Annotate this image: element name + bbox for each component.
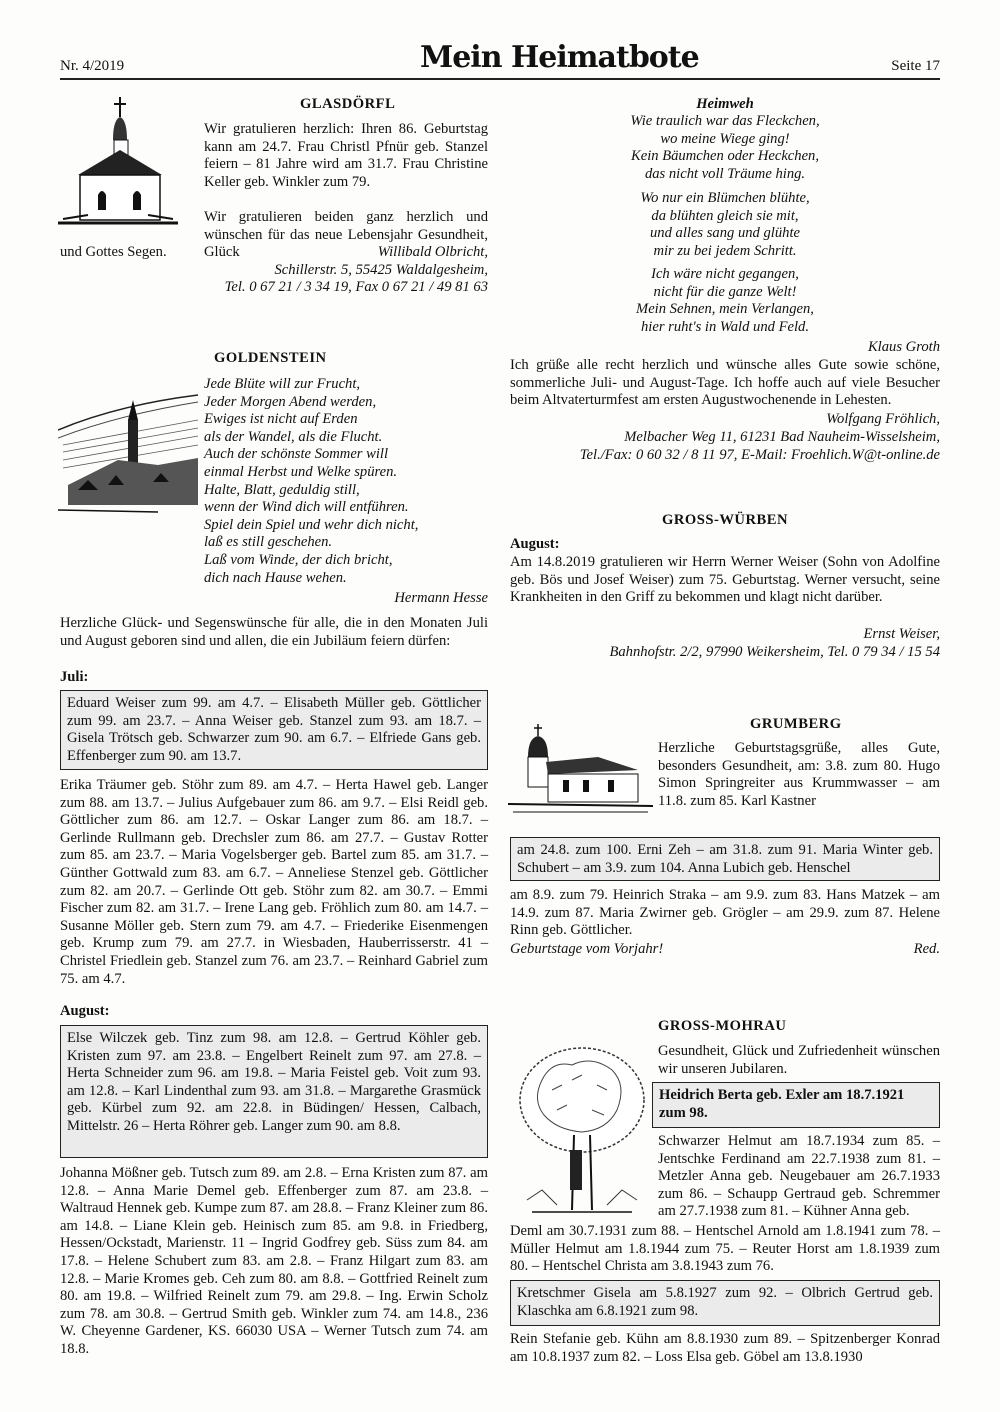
august-highlight-box: Else Wilczek geb. Tinz zum 98. am 12.8. – Gertrud Köhler geb. Kristen zum 97. am 23.8. – Engelbert Reinelt zum 97. am 27.8. – Herta Schneider zum 96. am 19.8. – Maria Feistel geb. Voit zum 93. am 12.8. – Karl Lindenthal zum 93. am 31.8. – Margarethe Grasmück geb. Kürbel zum 92. am 22.8. in Büdingen/ Hessen, Calbach, Mittelstr. 26 – Herta Röhrer geb. Langer zum 90. am 8.8.	[60, 1025, 488, 1158]
poem-line: nicht für die ganze Welt!	[653, 283, 797, 300]
gross-mohrau-text-2: Deml am 30.7.1931 zum 88. – Hentschel Arnold am 1.8.1941 zum 78. – Müller Helmut am 1.8.1944 zum 75. – Reuter Horst am 1.8.1939 zum 80. – Hentschel Christa am 3.8.1943 zum 76.	[510, 1223, 940, 1275]
poem-line: mir zu bei jedem Schritt.	[653, 242, 797, 259]
poem-line: Ewiges ist nicht auf Erden	[204, 411, 358, 428]
heimweh-title: Heimweh	[696, 96, 754, 112]
poem-line: Laß vom Winde, der dich bricht,	[204, 551, 393, 568]
heimweh-stanza-3	[510, 266, 940, 336]
goldenstein-intro: Herzliche Glück- und Segenswünsche für alle, die in den Monaten Juli und August geboren sind und allen, die ein Jubiläum feiern dürfen:	[60, 615, 488, 649]
poem-line: und alles sang und glühte	[650, 225, 800, 242]
issue-number: Nr. 4/2019	[60, 58, 125, 74]
glasdoerfl-wishes-end: und Gottes Segen.	[60, 244, 167, 260]
grumberg-note-signature: Red.	[913, 941, 940, 957]
gross-mohrau-text: Schwarzer Helmut am 18.7.1934 zum 85. – Jentschke Ferdinand am 22.7.1938 zum 81. – Metzler Anna geb. Neugebauer am 26.7.1933 zum 86. – Schaupp Gertraud geb. Schremmer am 27.7.1938 zum 81. – Kühner Anna geb.	[658, 1133, 940, 1220]
section-title-gross-wuerben: GROSS-WÜRBEN	[661, 512, 788, 528]
poem-line: Jede Blüte will zur Frucht,	[204, 376, 361, 392]
juli-birthdays: Erika Träumer geb. Stöhr zum 89. am 4.7. – Herta Hawel geb. Langer zum 88. am 13.7. – Julius Aufgebauer zum 86. am 9.7. – Elsi Reidl geb. Göttlicher zum 86. am 12.7. – Oskar Langer zum 86. am 18.7. – Gerlinde Rullmann geb. Drechsler zum 86. am 27.7. – Gustav Rotter zum 85. am 23.7. – Maria Vogelsberger geb. Bartel zum 85. am 31.7. – Günther Gottwald zum 83. am 6.7. – Anneliese Stenzel geb. Göttlicher zum 82. am 20.7. – Gerlinde Ott geb. Stöhr zum 82. am 30.7. – Emmi Fischer zum 82. am 31.7. – Irene Lang geb. Fröhlich zum 80. am 14.7. – Susanne Möller geb. Stern zum 79. am 4.7. – Friederike Eisenmengen geb. Krump zum 79. am 27.7. in Wiesbaden, Hauberrisserstr. 41 – Christel Friedlein geb. Stanzel zum 76. am 23.7. – Reinhard Gabriel zum 75. am 4.7.	[60, 777, 488, 987]
poem-line: als der Wandel, als die Flucht.	[204, 428, 383, 445]
poem-line: Wo nur ein Blümchen blühte,	[640, 190, 810, 206]
heimweh-contact: Tel./Fax: 0 60 32 / 8 11 97, E-Mail: Froehlich.W@t-online.de	[579, 447, 940, 463]
poem-line: laß es still geschehen.	[204, 534, 333, 551]
heimweh-poet: Klaus Groth	[867, 339, 940, 355]
section-title-glasdoerfl: GLASDÖRFL	[300, 96, 396, 112]
header-rule	[60, 78, 940, 80]
section-title-grumberg: GRUMBERG	[750, 716, 842, 732]
gross-wuerben-address: Bahnhofstr. 2/2, 97990 Weikersheim, Tel. 0 79 34 / 15 54	[609, 644, 940, 660]
page-number: Seite 17	[891, 58, 940, 74]
poem-line: das nicht voll Träume hing.	[644, 165, 806, 182]
heimweh-signature: Wolfgang Fröhlich,	[826, 411, 940, 427]
gross-mohrau-highlight-box-2: Kretschmer Gisela am 5.8.1927 zum 92. – Olbrich Gertrud geb. Klaschka am 6.8.1921 zum 98.	[510, 1280, 940, 1326]
juli-label: Juli:	[60, 669, 89, 685]
goldenstein-poet: Hermann Hesse	[394, 590, 488, 606]
heimweh-stanza-2	[510, 190, 940, 260]
august-label: August:	[60, 1003, 110, 1019]
poem-line: Halte, Blatt, geduldig still,	[204, 481, 360, 498]
section-title-gross-mohrau: GROSS-MOHRAU	[658, 1018, 787, 1034]
grumberg-text-2: am 8.9. zum 79. Heinrich Straka – am 9.9. zum 83. Hans Matzek – am 14.9. zum 87. Maria Zwirner geb. Grögler – am 29.9. zum 87. Helene Rinn geb. Göttlicher.	[510, 887, 940, 939]
grumberg-note: Geburtstage vom Vorjahr!	[510, 941, 664, 957]
poem-line: wo meine Wiege ging!	[660, 130, 790, 147]
grumberg-church-illustration	[508, 722, 653, 817]
section-title-goldenstein: GOLDENSTEIN	[214, 350, 327, 366]
poem-line: einmal Herbst und Welke spüren.	[204, 463, 398, 480]
grumberg-highlight-box: am 24.8. zum 100. Erni Zeh – am 31.8. zum 91. Maria Winter geb. Schubert – am 3.9. zum 104. Anna Lubich geb. Henschel	[510, 837, 940, 881]
glasdoerfl-wishes: Wir gratulieren beiden ganz herzlich und wünschen für das neue Lebensjahr Gesundheit, Glück	[204, 209, 488, 261]
goldenstein-village-illustration	[58, 390, 203, 515]
poem-line: Jeder Morgen Abend werden,	[204, 393, 377, 410]
goldenstein-poem	[204, 376, 418, 587]
poem-line: Kein Bäumchen oder Heckchen,	[630, 148, 820, 165]
grumberg-text: Herzliche Geburtstagsgrüße, alles Gute, besonders Gesundheit, am: 3.8. zum 80. Hugo Simon Springreiter aus Krummwasser – am 11.8. zum 85. Karl Kastner	[658, 740, 940, 809]
gross-wuerben-august-label: August:	[510, 536, 560, 552]
chapel-illustration	[58, 95, 178, 230]
poem-line: wenn der Wind dich will entführen.	[204, 499, 409, 516]
poem-line: da blühten gleich sie mit,	[651, 207, 799, 224]
gross-wuerben-text: Am 14.8.2019 gratulieren wir Herrn Werner Weiser (Sohn von Adolfine geb. Bös und Josef Weiser) zum 75. Geburtstag. Werner versucht, seine Krankheiten in den Griff zu bekommen und klagt nicht darüber.	[510, 554, 940, 606]
glasdoerfl-address: Schillerstr. 5, 55425 Waldalgesheim,	[274, 262, 488, 278]
gross-wuerben-signature: Ernst Weiser,	[863, 626, 940, 642]
heimweh-address: Melbacher Weg 11, 61231 Bad Nauheim-Wisselsheim,	[624, 429, 940, 445]
juli-highlight-box: Eduard Weiser zum 99. am 4.7. – Elisabeth Müller geb. Göttlicher zum 99. am 23.7. – Anna Weiser geb. Stanzel zum 93. am 18.7. – Gisela Trötsch geb. Schwarzer zum 90. am 6.7. – Elfriede Gans geb. Effenberger zum 90. am 13.7.	[60, 690, 488, 770]
heimweh-stanza-1	[510, 113, 940, 183]
poem-line: hier ruht's in Wald und Feld.	[641, 318, 809, 335]
gross-mohrau-highlight-box-1: Heidrich Berta geb. Exler am 18.7.1921 zum 98.	[652, 1082, 940, 1128]
glasdoerfl-text: Wir gratulieren herzlich: Ihren 86. Geburtstag kann am 24.7. Frau Christl Pfnür geb. Stanzel feiern – 81 Jahre wird am 31.7. Frau Christine Keller geb. Winkler zum 79.	[204, 121, 488, 190]
august-birthdays: Johanna Mößner geb. Tutsch zum 89. am 2.8. – Erna Kristen zum 87. am 12.8. – Anna Marie Demel geb. Effenberger zum 87. am 23.8. – Waltraud Hennek geb. Kumpe zum 87. am 28.8. – Franz Kleiner zum 86. am 14.8. – Liane Klein geb. Heinisch zum 85. am 9.8. in Friedberg, Hessen/Ockstadt, Marienstr. 11 – Ingrid Godfrey geb. Süss zum 84. am 17.8. – Helene Schubert zum 83. am 2.8. – Franz Hilgart zum 83. am 12.8. – Marie Kromes geb. Ceh zum 80. am 8.8. – Gottfried Reinelt zum 80. am 19.8. – Wilfried Reinelt zum 79. am 29.8. – Ing. Erwin Scholz zum 78. am 30.8. – Gertrud Smith geb. Winkler zum 74. am 14.8., 236 W. Cheyenne Gardener, KS. 66030 USA – Werner Tutsch zum 74. am 18.8.	[60, 1165, 489, 1357]
gross-mohrau-tree-illustration	[512, 1040, 652, 1220]
gross-mohrau-intro: Gesundheit, Glück und Zufriedenheit wünschen wir unseren Jubilaren.	[658, 1043, 940, 1077]
poem-line: Spiel dein Spiel und wehr dich nicht,	[204, 516, 419, 533]
glasdoerfl-signature: Willibald Olbricht,	[377, 244, 488, 260]
heimweh-greeting: Ich grüße alle recht herzlich und wünsche alles Gute sowie schöne, sommerliche Juli- und August-Tage. Ich hoffe auch auf viele Besucher beim Altvaterturmfest am ersten Augustwochenende in Lehesten.	[510, 357, 940, 409]
poem-line: Auch der schönste Sommer will	[204, 446, 389, 463]
gross-mohrau-text-3: Rein Stefanie geb. Kühn am 8.8.1930 zum 89. – Spitzenberger Konrad am 10.8.1937 zum 82. – Loss Elsa geb. Göbel am 13.8.1930	[510, 1331, 940, 1365]
poem-line: Mein Sehnen, mein Verlangen,	[636, 301, 814, 318]
glasdoerfl-phone: Tel. 0 67 21 / 3 34 19, Fax 0 67 21 / 49 81 63	[224, 279, 488, 295]
poem-line: Ich wäre nicht gegangen,	[651, 266, 799, 282]
poem-line: Wie traulich war das Fleckchen,	[630, 113, 820, 129]
poem-line: dich nach Hause wehen.	[204, 569, 347, 586]
masthead-logo: Mein Heimatbote	[420, 40, 699, 75]
